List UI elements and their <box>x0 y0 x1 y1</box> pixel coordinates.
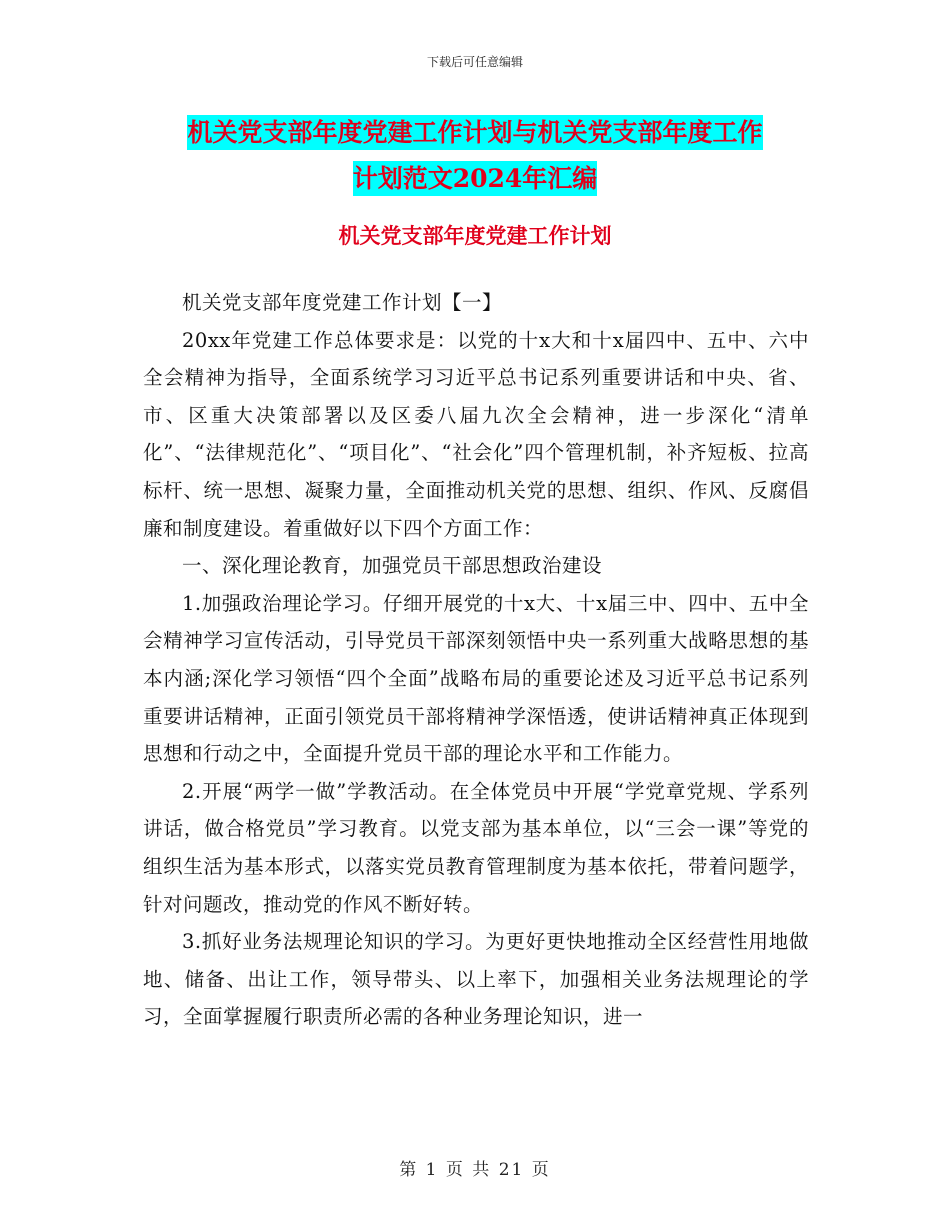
paragraph: 1.加强政治理论学习。仔细开展党的十x大、十x届三中、四中、五中全会精神学习宣传活动，引导党员干部深刻领悟中央一系列重大战略思想的基本内涵;深化学习领悟“四个全面”战略布局的重要论述及习近平总书记系列重要讲话精神，正面引领党员干部将精神学深悟透，使讲话精神真正体现到思想和行动之中，全面提升党员干部的理论水平和工作能力。 <box>143 591 809 766</box>
document-title <box>140 110 810 202</box>
paragraph: 2.开展“两学一做”学教活动。在全体党员中开展“学党章党规、学系列讲话，做合格党员”学习教育。以党支部为基本单位，以“三会一课”等党的组织生活为基本形式，以落实党员教育管理制度为基本依托，带着问题学，针对问题改，推动党的作风不断好转。 <box>143 779 809 916</box>
header-note: 下载后可任意编辑 <box>426 55 523 69</box>
document-body <box>143 284 809 1036</box>
paragraph: 3.抓好业务法规理论知识的学习。为更好更快地推动全区经营性用地做地、储备、出让工作，领导带头、以上率下，加强相关业务法规理论的学习，全面掌握履行职责所必需的各种业务理论知识，进一 <box>143 930 809 1029</box>
paragraph: 20xx年党建工作总体要求是：以党的十x大和十x届四中、五中、六中全会精神为指导，全面系统学习习近平总书记系列重要讲话和中央、省、市、区重大决策部署以及区委八届九次全会精神，进一步深化“清单化”、“法律规范化”、“项目化”、“社会化”四个管理机制，补齐短板、拉高标杆、统一思想、凝聚力量，全面推动机关党的思想、组织、作风、反腐倡廉和制度建设。着重做好以下四个方面工作： <box>143 328 809 540</box>
page-number: 第 1 页 共 21 页 <box>399 1160 551 1180</box>
paragraph-heading: 一、深化理论教育，加强党员干部思想政治建设 <box>182 554 603 578</box>
paragraph-subtitle: 机关党支部年度党建工作计划【一】 <box>182 291 503 314</box>
title-line-2: 计划范文2024年汇编 <box>353 161 598 196</box>
section-heading: 机关党支部年度党建工作计划 <box>338 223 612 248</box>
title-line-1: 机关党支部年度党建工作计划与机关党支部年度工作 <box>187 115 762 150</box>
